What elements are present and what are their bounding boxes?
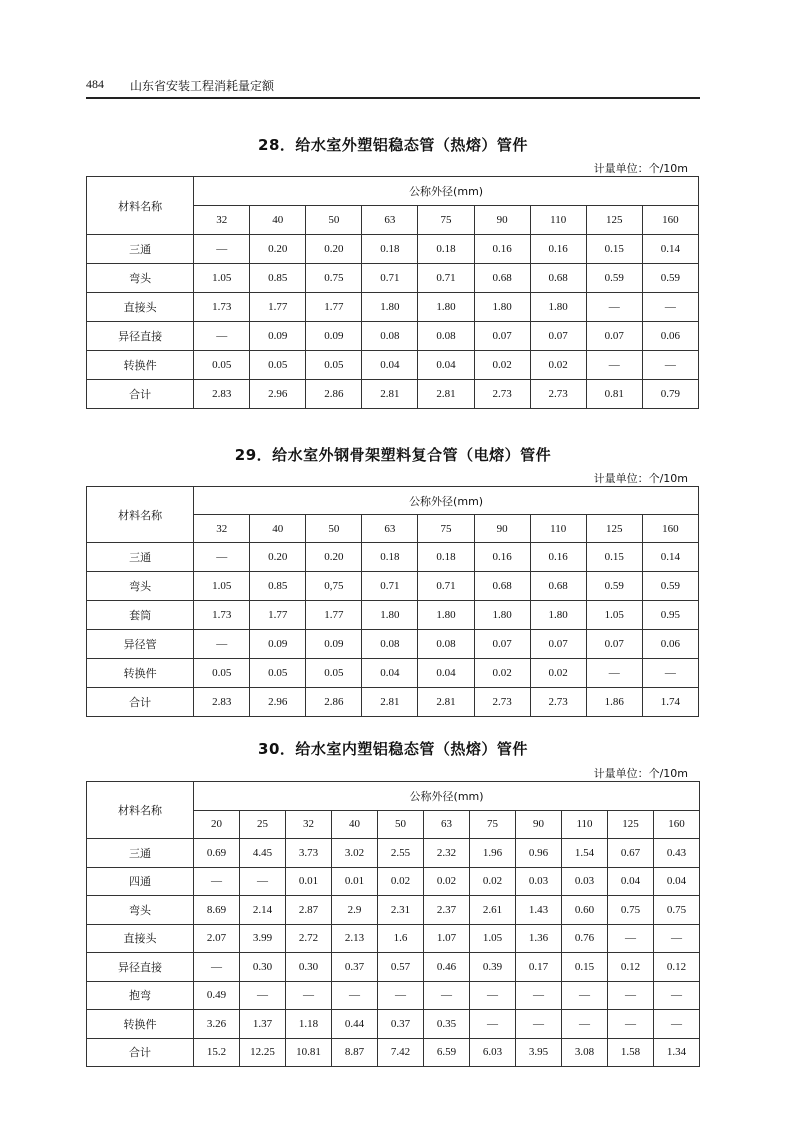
value-cell: 0.75: [306, 264, 362, 293]
value-cell: —: [470, 981, 516, 1010]
value-cell: —: [642, 293, 698, 322]
value-cell: 2.72: [286, 924, 332, 953]
value-cell: 2.61: [470, 896, 516, 925]
value-cell: 6.59: [424, 1038, 470, 1067]
value-cell: 0.60: [562, 896, 608, 925]
quota-table-30: [86, 781, 700, 1067]
value-cell: —: [608, 981, 654, 1010]
value-cell: —: [608, 1010, 654, 1039]
value-cell: 0.08: [418, 630, 474, 659]
value-cell: 15.2: [194, 1038, 240, 1067]
value-cell: 0.04: [418, 659, 474, 688]
value-cell: 2.81: [362, 380, 418, 409]
value-cell: 0.85: [250, 572, 306, 601]
material-name-cell: 转换件: [87, 351, 194, 380]
value-cell: 0.81: [586, 380, 642, 409]
value-cell: 0.05: [194, 351, 250, 380]
material-name-cell: 四通: [87, 867, 194, 896]
column-header-cell: 125: [586, 206, 642, 235]
row-header-cell: 材料名称: [87, 487, 194, 543]
row-header-cell: 材料名称: [87, 782, 194, 839]
column-header-cell: 160: [642, 515, 698, 543]
value-cell: 1.80: [418, 293, 474, 322]
value-cell: —: [194, 543, 250, 572]
value-cell: 0.68: [474, 572, 530, 601]
value-cell: 0.14: [642, 235, 698, 264]
value-cell: 0.69: [194, 839, 240, 868]
value-cell: 0.15: [562, 953, 608, 982]
value-cell: 0.16: [530, 235, 586, 264]
value-cell: 0.79: [642, 380, 698, 409]
material-name-cell: 直接头: [87, 924, 194, 953]
value-cell: 3.08: [562, 1038, 608, 1067]
value-cell: 0,75: [306, 572, 362, 601]
value-cell: 1.37: [240, 1010, 286, 1039]
value-cell: 1.96: [470, 839, 516, 868]
value-cell: 0.68: [530, 572, 586, 601]
column-header-cell: 20: [194, 810, 240, 839]
material-name-cell: 三通: [87, 235, 194, 264]
table-title: 28．给水室外塑铝稳态管（热熔）管件: [258, 136, 528, 154]
value-cell: 0.08: [362, 322, 418, 351]
value-cell: 4.45: [240, 839, 286, 868]
value-cell: 1.80: [530, 293, 586, 322]
column-header-cell: 40: [250, 206, 306, 235]
value-cell: 2.37: [424, 896, 470, 925]
value-cell: 2.31: [378, 896, 424, 925]
quota-table-28: [86, 176, 699, 409]
value-cell: 0.67: [608, 839, 654, 868]
value-cell: 1.05: [470, 924, 516, 953]
column-header-cell: 63: [424, 810, 470, 839]
column-header-cell: 25: [240, 810, 286, 839]
value-cell: —: [378, 981, 424, 1010]
value-cell: 1.80: [362, 601, 418, 630]
value-cell: 2.83: [194, 380, 250, 409]
value-cell: 0.39: [470, 953, 516, 982]
material-name-cell: 抱弯: [87, 981, 194, 1010]
value-cell: —: [586, 351, 642, 380]
table-row: [87, 572, 699, 601]
value-cell: 1.36: [516, 924, 562, 953]
column-header-cell: 75: [418, 206, 474, 235]
value-cell: 6.03: [470, 1038, 516, 1067]
table-title: 29．给水室外钢骨架塑料复合管（电熔）管件: [234, 446, 552, 464]
value-cell: 2.81: [362, 688, 418, 717]
value-cell: —: [608, 924, 654, 953]
value-cell: 1.73: [194, 293, 250, 322]
value-cell: 0.18: [362, 543, 418, 572]
table-row: [87, 953, 700, 982]
value-cell: 0.75: [608, 896, 654, 925]
quota-table-29: [86, 486, 699, 717]
value-cell: 1.77: [306, 293, 362, 322]
value-cell: 0.04: [418, 351, 474, 380]
value-cell: 1.80: [530, 601, 586, 630]
table-row: [87, 839, 700, 868]
unit-label: 计量单位：个/10m: [593, 162, 688, 175]
book-title: 山东省安装工程消耗量定额: [130, 79, 275, 93]
column-header-cell: 32: [194, 515, 250, 543]
value-cell: 0.59: [642, 264, 698, 293]
value-cell: 0.95: [642, 601, 698, 630]
value-cell: 2.55: [378, 839, 424, 868]
value-cell: 0.04: [654, 867, 700, 896]
value-cell: —: [194, 235, 250, 264]
page-number: 484: [86, 77, 104, 91]
value-cell: 0.02: [470, 867, 516, 896]
material-name-cell: 转换件: [87, 1010, 194, 1039]
column-header-cell: 125: [608, 810, 654, 839]
table-row: [87, 351, 699, 380]
header-row: [87, 782, 700, 811]
value-cell: 2.86: [306, 688, 362, 717]
value-cell: 0.17: [516, 953, 562, 982]
value-cell: 0.71: [418, 572, 474, 601]
value-cell: 0.02: [474, 351, 530, 380]
unit-label: 计量单位：个/10m: [593, 472, 688, 485]
column-header-cell: 110: [530, 515, 586, 543]
value-cell: 0.07: [530, 322, 586, 351]
value-cell: 1.80: [362, 293, 418, 322]
table-row: [87, 1010, 700, 1039]
value-cell: 3.02: [332, 839, 378, 868]
value-cell: 0.20: [306, 543, 362, 572]
value-cell: 1.05: [194, 572, 250, 601]
column-header-cell: 90: [516, 810, 562, 839]
value-cell: —: [516, 1010, 562, 1039]
value-cell: 1.43: [516, 896, 562, 925]
value-cell: 0.57: [378, 953, 424, 982]
value-cell: 0.02: [530, 351, 586, 380]
material-name-cell: 合计: [87, 1038, 194, 1067]
column-header-cell: 32: [194, 206, 250, 235]
row-header-cell: 材料名称: [87, 177, 194, 235]
value-cell: 0.49: [194, 981, 240, 1010]
value-cell: 0.02: [378, 867, 424, 896]
value-cell: 0.09: [306, 630, 362, 659]
value-cell: 0.05: [194, 659, 250, 688]
value-cell: 0.20: [250, 235, 306, 264]
page-header: [86, 73, 700, 99]
value-cell: 7.42: [378, 1038, 424, 1067]
value-cell: 0.15: [586, 235, 642, 264]
table-row: [87, 264, 699, 293]
value-cell: 2.73: [530, 688, 586, 717]
value-cell: 1.80: [418, 601, 474, 630]
material-name-cell: 异径直接: [87, 322, 194, 351]
value-cell: 2.07: [194, 924, 240, 953]
value-cell: 0.01: [332, 867, 378, 896]
value-cell: 0.68: [474, 264, 530, 293]
value-cell: —: [562, 981, 608, 1010]
value-cell: 0.04: [362, 351, 418, 380]
value-cell: 2.13: [332, 924, 378, 953]
table-row: [87, 630, 699, 659]
value-cell: 1.6: [378, 924, 424, 953]
value-cell: 0.59: [586, 572, 642, 601]
value-cell: 0.18: [418, 235, 474, 264]
value-cell: 0.07: [586, 630, 642, 659]
column-header-cell: 32: [286, 810, 332, 839]
value-cell: 0.07: [474, 630, 530, 659]
value-cell: 1.05: [586, 601, 642, 630]
value-cell: —: [194, 867, 240, 896]
table-row: [87, 981, 700, 1010]
value-cell: —: [286, 981, 332, 1010]
value-cell: —: [516, 981, 562, 1010]
value-cell: —: [562, 1010, 608, 1039]
column-header-cell: 75: [470, 810, 516, 839]
column-header-cell: 40: [250, 515, 306, 543]
column-header-cell: 63: [362, 515, 418, 543]
value-cell: 2.9: [332, 896, 378, 925]
value-cell: —: [424, 981, 470, 1010]
column-header-cell: 160: [654, 810, 700, 839]
value-cell: 0.18: [418, 543, 474, 572]
value-cell: 0.85: [250, 264, 306, 293]
value-cell: —: [240, 867, 286, 896]
value-cell: 0.75: [654, 896, 700, 925]
value-cell: 3.26: [194, 1010, 240, 1039]
value-cell: 2.14: [240, 896, 286, 925]
material-name-cell: 弯头: [87, 896, 194, 925]
value-cell: 0.07: [586, 322, 642, 351]
value-cell: 0.06: [642, 630, 698, 659]
table-row: [87, 235, 699, 264]
value-cell: 2.87: [286, 896, 332, 925]
value-cell: 0.01: [286, 867, 332, 896]
value-cell: 0.03: [562, 867, 608, 896]
value-cell: 1.80: [474, 293, 530, 322]
column-header-cell: 110: [530, 206, 586, 235]
value-cell: 2.96: [250, 380, 306, 409]
table-row: [87, 924, 700, 953]
value-cell: —: [654, 1010, 700, 1039]
value-cell: —: [586, 293, 642, 322]
material-name-cell: 合计: [87, 380, 194, 409]
material-name-cell: 合计: [87, 688, 194, 717]
value-cell: —: [642, 351, 698, 380]
table-row: [87, 293, 699, 322]
value-cell: 2.73: [474, 380, 530, 409]
unit-label: 计量单位：个/10m: [593, 767, 688, 780]
value-cell: 0.05: [250, 659, 306, 688]
value-cell: 2.73: [530, 380, 586, 409]
value-cell: 0.76: [562, 924, 608, 953]
value-cell: 0.96: [516, 839, 562, 868]
value-cell: 1.74: [642, 688, 698, 717]
material-name-cell: 三通: [87, 839, 194, 868]
value-cell: —: [194, 630, 250, 659]
table-row: [87, 659, 699, 688]
value-cell: 0.16: [530, 543, 586, 572]
value-cell: 0.68: [530, 264, 586, 293]
value-cell: 0.15: [586, 543, 642, 572]
table-row: [87, 543, 699, 572]
value-cell: 0.09: [250, 322, 306, 351]
value-cell: 3.73: [286, 839, 332, 868]
value-cell: 0.07: [474, 322, 530, 351]
material-name-cell: 套筒: [87, 601, 194, 630]
value-cell: 1.54: [562, 839, 608, 868]
value-cell: 0.04: [608, 867, 654, 896]
material-name-cell: 三通: [87, 543, 194, 572]
value-cell: 0.18: [362, 235, 418, 264]
material-name-cell: 转换件: [87, 659, 194, 688]
value-cell: 2.32: [424, 839, 470, 868]
value-cell: 0.43: [654, 839, 700, 868]
value-cell: 0.07: [530, 630, 586, 659]
value-cell: —: [654, 981, 700, 1010]
value-cell: 0.02: [424, 867, 470, 896]
table-row: [87, 896, 700, 925]
value-cell: 0.03: [516, 867, 562, 896]
value-cell: —: [642, 659, 698, 688]
value-cell: 0.08: [362, 630, 418, 659]
value-cell: 8.69: [194, 896, 240, 925]
table-row: [87, 380, 699, 409]
value-cell: 0.09: [306, 322, 362, 351]
value-cell: 2.83: [194, 688, 250, 717]
table-row: [87, 322, 699, 351]
value-cell: 2.96: [250, 688, 306, 717]
table-row: [87, 601, 699, 630]
value-cell: 1.73: [194, 601, 250, 630]
value-cell: 0.05: [306, 351, 362, 380]
value-cell: 0.46: [424, 953, 470, 982]
column-header-cell: 160: [642, 206, 698, 235]
value-cell: 1.07: [424, 924, 470, 953]
table-title: 30．给水室内塑铝稳态管（热熔）管件: [258, 740, 528, 758]
value-cell: 0.59: [586, 264, 642, 293]
value-cell: 1.77: [250, 601, 306, 630]
value-cell: 2.73: [474, 688, 530, 717]
value-cell: 12.25: [240, 1038, 286, 1067]
value-cell: 0.44: [332, 1010, 378, 1039]
group-header-cell: 公称外径(mm): [194, 782, 700, 811]
header-row: [87, 487, 699, 515]
value-cell: —: [654, 924, 700, 953]
value-cell: 0.05: [250, 351, 306, 380]
value-cell: 1.77: [306, 601, 362, 630]
value-cell: 10.81: [286, 1038, 332, 1067]
column-header-cell: 50: [306, 515, 362, 543]
column-header-cell: 75: [418, 515, 474, 543]
value-cell: 1.34: [654, 1038, 700, 1067]
value-cell: 1.18: [286, 1010, 332, 1039]
value-cell: 0.59: [642, 572, 698, 601]
value-cell: 8.87: [332, 1038, 378, 1067]
value-cell: —: [240, 981, 286, 1010]
value-cell: 0.20: [306, 235, 362, 264]
column-header-cell: 40: [332, 810, 378, 839]
material-name-cell: 异径管: [87, 630, 194, 659]
value-cell: 1.05: [194, 264, 250, 293]
value-cell: 0.12: [608, 953, 654, 982]
material-name-cell: 弯头: [87, 264, 194, 293]
group-header-cell: 公称外径(mm): [194, 487, 699, 515]
value-cell: 0.71: [418, 264, 474, 293]
value-cell: 0.16: [474, 235, 530, 264]
value-cell: 1.58: [608, 1038, 654, 1067]
group-header-cell: 公称外径(mm): [194, 177, 699, 206]
value-cell: 1.80: [474, 601, 530, 630]
value-cell: 3.99: [240, 924, 286, 953]
value-cell: 0.04: [362, 659, 418, 688]
table-row: [87, 1038, 700, 1067]
column-header-cell: 50: [378, 810, 424, 839]
value-cell: 0.02: [474, 659, 530, 688]
value-cell: —: [332, 981, 378, 1010]
value-cell: 0.12: [654, 953, 700, 982]
column-header-cell: 50: [306, 206, 362, 235]
value-cell: 0.37: [378, 1010, 424, 1039]
value-cell: 0.71: [362, 264, 418, 293]
value-cell: 2.81: [418, 380, 474, 409]
value-cell: 0.37: [332, 953, 378, 982]
material-name-cell: 异径直接: [87, 953, 194, 982]
value-cell: 0.02: [530, 659, 586, 688]
value-cell: —: [470, 1010, 516, 1039]
value-cell: 2.86: [306, 380, 362, 409]
value-cell: 0.20: [250, 543, 306, 572]
column-header-cell: 110: [562, 810, 608, 839]
header-row: [87, 177, 699, 206]
value-cell: 0.30: [240, 953, 286, 982]
column-header-cell: 125: [586, 515, 642, 543]
material-name-cell: 弯头: [87, 572, 194, 601]
value-cell: 0.16: [474, 543, 530, 572]
value-cell: 0.09: [250, 630, 306, 659]
value-cell: 1.77: [250, 293, 306, 322]
value-cell: 3.95: [516, 1038, 562, 1067]
column-header-cell: 90: [474, 515, 530, 543]
value-cell: —: [586, 659, 642, 688]
column-header-cell: 90: [474, 206, 530, 235]
material-name-cell: 直接头: [87, 293, 194, 322]
value-cell: 0.05: [306, 659, 362, 688]
value-cell: 2.81: [418, 688, 474, 717]
value-cell: —: [194, 322, 250, 351]
value-cell: 0.35: [424, 1010, 470, 1039]
value-cell: —: [194, 953, 240, 982]
value-cell: 0.08: [418, 322, 474, 351]
value-cell: 0.30: [286, 953, 332, 982]
table-row: [87, 867, 700, 896]
value-cell: 1.86: [586, 688, 642, 717]
value-cell: 0.14: [642, 543, 698, 572]
value-cell: 0.71: [362, 572, 418, 601]
column-header-cell: 63: [362, 206, 418, 235]
table-row: [87, 688, 699, 717]
value-cell: 0.06: [642, 322, 698, 351]
